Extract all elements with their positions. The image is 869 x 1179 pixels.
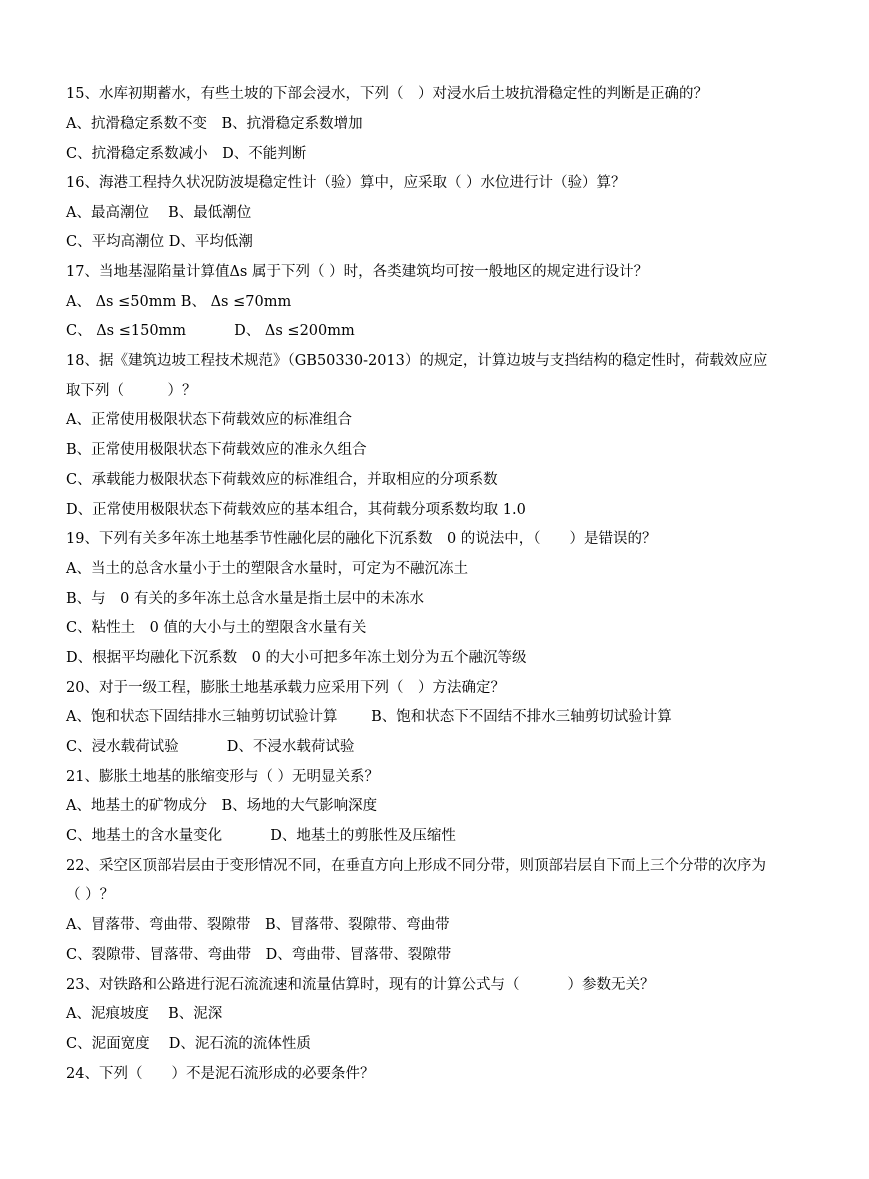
- question-23-options-ab: A、泥痕坡度 B、泥深: [66, 1006, 223, 1022]
- question-17-options-cd: C、 Δs ≤150mm D、 Δs ≤200mm: [66, 323, 355, 339]
- question-22-continued: （ ）？: [66, 887, 115, 903]
- question-21-options-cd: C、地基土的含水量变化 D、地基土的剪胀性及压缩性: [66, 828, 456, 844]
- question-19-option-c: C、粘性土 0 值的大小与土的塑限含水量有关: [66, 620, 367, 636]
- question-21-options-ab: A、地基土的矿物成分 B、场地的大气影响深度: [66, 798, 378, 814]
- question-22-options-ab: A、冒落带、弯曲带、裂隙带 B、冒落带、裂隙带、弯曲带: [66, 917, 450, 933]
- question-22-options-cd: C、裂隙带、冒落带、弯曲带 D、弯曲带、冒落带、裂隙带: [66, 947, 452, 963]
- question-17: 17、当地基湿陷量计算值Δs 属于下列（ ）时，各类建筑均可按一般地区的规定进行设计？: [66, 264, 649, 280]
- question-23-options-cd: C、泥面宽度 D、泥石流的流体性质: [66, 1036, 311, 1052]
- question-19-option-a: A、当土的总含水量小于土的塑限含水量时，可定为不融沉冻土: [66, 561, 468, 577]
- question-16: 16、海港工程持久状况防波堤稳定性计（验）算中，应采取（ ）水位进行计（验）算？: [66, 175, 626, 191]
- question-16-options-ab: A、最高潮位 B、最低潮位: [66, 205, 252, 221]
- question-15-options-ab: A、抗滑稳定系数不变 B、抗滑稳定系数增加: [66, 116, 363, 132]
- question-20-options-ab: A、饱和状态下固结排水三轴剪切试验计算 B、饱和状态下不固结不排水三轴剪切试验计算: [66, 709, 672, 725]
- question-18-continued: 取下列（ ）？: [66, 383, 197, 399]
- question-18-option-d: D、正常使用极限状态下荷载效应的基本组合，其荷载分项系数均取 1.0: [66, 502, 526, 518]
- question-18-option-a: A、正常使用极限状态下荷载效应的标准组合: [66, 412, 352, 428]
- question-19: 19、下列有关多年冻土地基季节性融化层的融化下沉系数 0 的说法中，（ ）是错误的？: [66, 531, 657, 547]
- question-22: 22、采空区顶部岩层由于变形情况不同，在垂直方向上形成不同分带，则顶部岩层自下而上三个分带的次序为: [66, 858, 766, 874]
- question-19-option-b: B、与 0 有关的多年冻土总含水量是指土层中的未冻水: [66, 591, 424, 607]
- question-18-option-c: C、承载能力极限状态下荷载效应的标准组合，并取相应的分项系数: [66, 472, 498, 488]
- question-17-options-ab: A、 Δs ≤50mm B、 Δs ≤70mm: [66, 294, 292, 310]
- question-15: 15、水库初期蓄水，有些土坡的下部会浸水，下列（ ）对浸水后土坡抗滑稳定性的判断是正确的？: [66, 86, 708, 102]
- question-21: 21、膨胀土地基的胀缩变形与（ ）无明显关系？: [66, 769, 380, 785]
- question-20: 20、对于一级工程，膨胀土地基承载力应采用下列（ ）方法确定？: [66, 680, 505, 696]
- question-18: 18、据《建筑边坡工程技术规范》（GB50330-2013）的规定，计算边坡与支挡结构的稳定性时，荷载效应应: [66, 353, 768, 369]
- question-19-option-d: D、根据平均融化下沉系数 0 的大小可把多年冻土划分为五个融沉等级: [66, 650, 527, 666]
- question-15-options-cd: C、抗滑稳定系数减小 D、不能判断: [66, 146, 307, 162]
- question-20-options-cd: C、浸水载荷试验 D、不浸水载荷试验: [66, 739, 355, 755]
- question-18-option-b: B、正常使用极限状态下荷载效应的准永久组合: [66, 442, 367, 458]
- question-16-options-cd: C、平均高潮位 D、平均低潮: [66, 234, 253, 250]
- question-23: 23、对铁路和公路进行泥石流流速和流量估算时，现有的计算公式与（ ）参数无关？: [66, 977, 655, 993]
- question-24: 24、下列（ ）不是泥石流形成的必要条件？: [66, 1066, 375, 1082]
